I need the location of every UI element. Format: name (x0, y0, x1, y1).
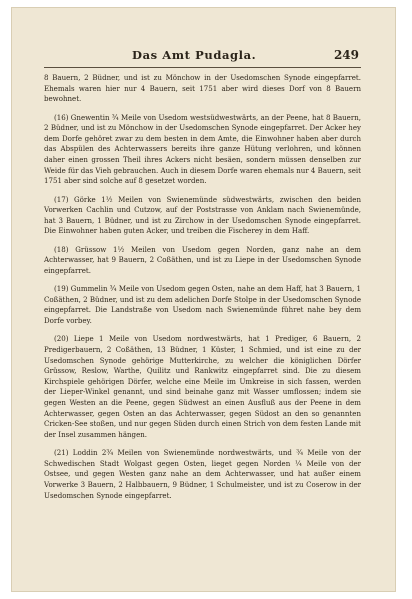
paragraph-20-liepe: (20) Liepe 1 Meile von Usedom nordwestwärts, hat 1 Prediger, 6 Bauern, 2 Predigerbauern, 2 Coßäthen, 13 Büdner, 1 Küster, 1 Schmied, und ist eine zu der Usedomschen Synode gehörige Mutterkirche, zu welcher die königlichen Dörfer Grüssow, Reslow, Warthe, Quilitz und Rankwitz eingepfarret sind. Die zu diesem Kirchspiele gehörigen Dörfer, welche eine Meile im Umkreise in sich fassen, werden der Lieper-Winkel genannt, und sind beinahe ganz mit Wasser umflossen; indem sie gegen Westen an die Peene, gegen Südwest an einen Ausfluß aus der Peene in dem Achterwasser, gegen Osten an das Achterwasser, gegen Südost an den so genannten Cricken-See stoßen, und nur gegen Süden durch einen Strich von dem festen Lande mit der Insel zusammen hängen. (44, 334, 361, 439)
body-text (44, 73, 361, 509)
paragraph-19-gummelin: (19) Gummelin ¾ Meile von Usedom gegen Osten, nahe an dem Haff, hat 3 Bauern, 1 Coßäthen, 2 Büdner, und ist zu dem adelichen Dorfe Stolpe in der Usedomschen Synode eingepfarret. Die Landstraße von Usedom nach Swienemünde führet nahe bey dem Dorfe vorbey. (44, 284, 361, 326)
paragraph-continued: 8 Bauern, 2 Büdner, und ist zu Mönchow in der Usedomschen Synode eingepfarret. Ehemals waren hier nur 4 Bauern, seit 1751 aber wird dieses Dorf von 8 Bauern bewohnet. (44, 73, 361, 104)
page-header (12, 46, 395, 68)
paragraph-18-gruessow: (18) Grüssow 1½ Meilen von Usedom gegen Norden, ganz nahe an dem Achterwasser, hat 9 Bauern, 2 Coßäthen, und ist zu Liepe in der Usedomschen Synode eingepfarret. (44, 244, 361, 275)
paragraph-21-loddin: (21) Loddin 2¾ Meilen von Swienemünde nordwestwärts, und ¾ Meile von der Schwedischen Stadt Wolgast gegen Osten, lieget gegen Norden ¼ Meile von der Ostsee, und gegen Westen ganz nahe an dem Achterwasser, und hat außer einem Vorwerke 3 Bauern, 2 Halbbauern, 9 Büdner, 1 Schulmeister, und ist zu Coserow in der Usedomschen Synode eingepfarret. (44, 448, 361, 500)
header-rule (44, 67, 361, 68)
page-number: 249 (333, 48, 359, 62)
paragraph-16-gnewentin: (16) Gnewentin ¾ Meile von Usedom westsüdwestwärts, an der Peene, hat 8 Bauern, 2 Büdner, und ist zu Mönchow in der Usedomschen Synode eingepfarret. Der Acker hey dem Dorfe gehöret zwar zu dem besten in dem Amte, die Einwohner haben aber durch das Abspülen des Achterwassers bereits ihre ganze Hütung verlohren, und können daher einen grossen Theil ihres Ackers nicht besäen, sondern müssen denselben zur Weide für das Vieh gebrauchen. Auch in diesem Dorfe waren ehemals nur 4 Bauern, seit 1751 aber sind solche auf 8 gesetzet worden. (44, 112, 361, 186)
running-title: Das Amt Pudagla. (132, 48, 257, 62)
paragraph-17-goerke: (17) Görke 1½ Meilen von Swienemünde südwestwärts, zwischen den beiden Vorwerken Cachlin und Cutzow, auf der Poststrasse von Anklam nach Swienemünde, hat 3 Bauern, 1 Büdner, und ist zu Zirchow in der Usedomschen Synode eingepfarret. Die Einwohner haben guten Acker, und treiben die Fischerey in dem Haff. (44, 194, 361, 236)
book-page (12, 8, 395, 591)
